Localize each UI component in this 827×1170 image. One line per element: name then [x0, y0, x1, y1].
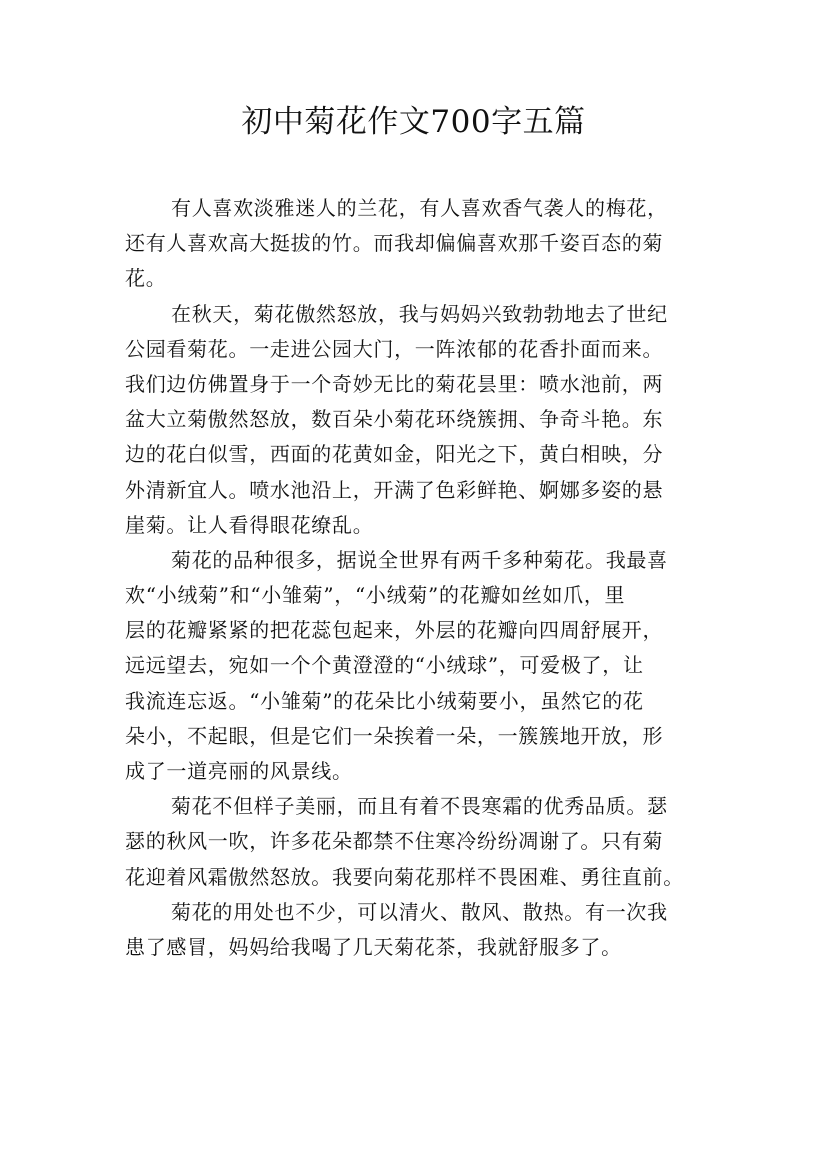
- text-line: 患了感冒，妈妈给我喝了几天菊花茶，我就舒服多了。: [125, 934, 622, 959]
- text-line: 花。: [125, 266, 167, 291]
- text-line: 菊花不但样子美丽，而且有着不畏寒霜的优秀品质。瑟: [171, 794, 668, 819]
- text-line: 边的花白似雪，西面的花黄如金，阳光之下，黄白相映，分: [125, 442, 664, 467]
- text-line: 成了一道亮丽的风景线。: [125, 759, 353, 783]
- document-title: 初中菊花作文700字五篇: [241, 104, 586, 140]
- text-line: 层的花瓣紧紧的把花蕊包起来，外层的花瓣向四周舒展开，: [125, 618, 664, 643]
- text-line: 花迎着风霜傲然怒放。我要向菊花那样不畏困难、勇往直前。: [125, 864, 684, 889]
- essay-body: [125, 191, 715, 965]
- text-line: 崖菊。让人看得眼花缭乱。: [125, 512, 374, 537]
- text-line: 菊花的用处也不少，可以清火、散风、散热。有一次我: [171, 899, 668, 924]
- text-line: 外清新宜人。喷水池沿上，开满了色彩鲜艳、婀娜多姿的悬: [125, 477, 664, 502]
- text-line: 菊花的品种很多，据说全世界有两千多种菊花。我最喜: [171, 547, 668, 572]
- text-line: 我们边仿佛置身于一个奇妙无比的菊花昙里：喷水池前，两: [125, 371, 664, 396]
- text-line: 远远望去，宛如一个个黄澄澄的“小绒球”，可爱极了，让: [125, 653, 644, 678]
- text-line: 朵小，不起眼，但是它们一朵挨着一朵，一簇簇地开放，形: [125, 723, 664, 748]
- text-line: 瑟的秋风一吹，许多花朵都禁不住寒冷纷纷凋谢了。只有菊: [125, 829, 664, 854]
- text-line: 有人喜欢淡雅迷人的兰花，有人喜欢香气袭人的梅花，: [171, 196, 668, 220]
- text-line: 公园看菊花。一走进公园大门，一阵浓郁的花香扑面而来。: [125, 336, 664, 361]
- text-line: 欢“小绒菊”和“小雏菊”，“小绒菊”的花瓣如丝如爪，里: [125, 583, 626, 608]
- text-line: 盆大立菊傲然怒放，数百朵小菊花环绕簇拥、争奇斗艳。东: [125, 407, 664, 432]
- text-line: 还有人喜欢高大挺拔的竹。而我却偏偏喜欢那千姿百态的菊: [125, 231, 664, 256]
- text-line: 在秋天，菊花傲然怒放，我与妈妈兴致勃勃地去了世纪: [171, 301, 668, 326]
- text-line: 我流连忘返。“小雏菊”的花朵比小绒菊要小，虽然它的花: [125, 688, 644, 713]
